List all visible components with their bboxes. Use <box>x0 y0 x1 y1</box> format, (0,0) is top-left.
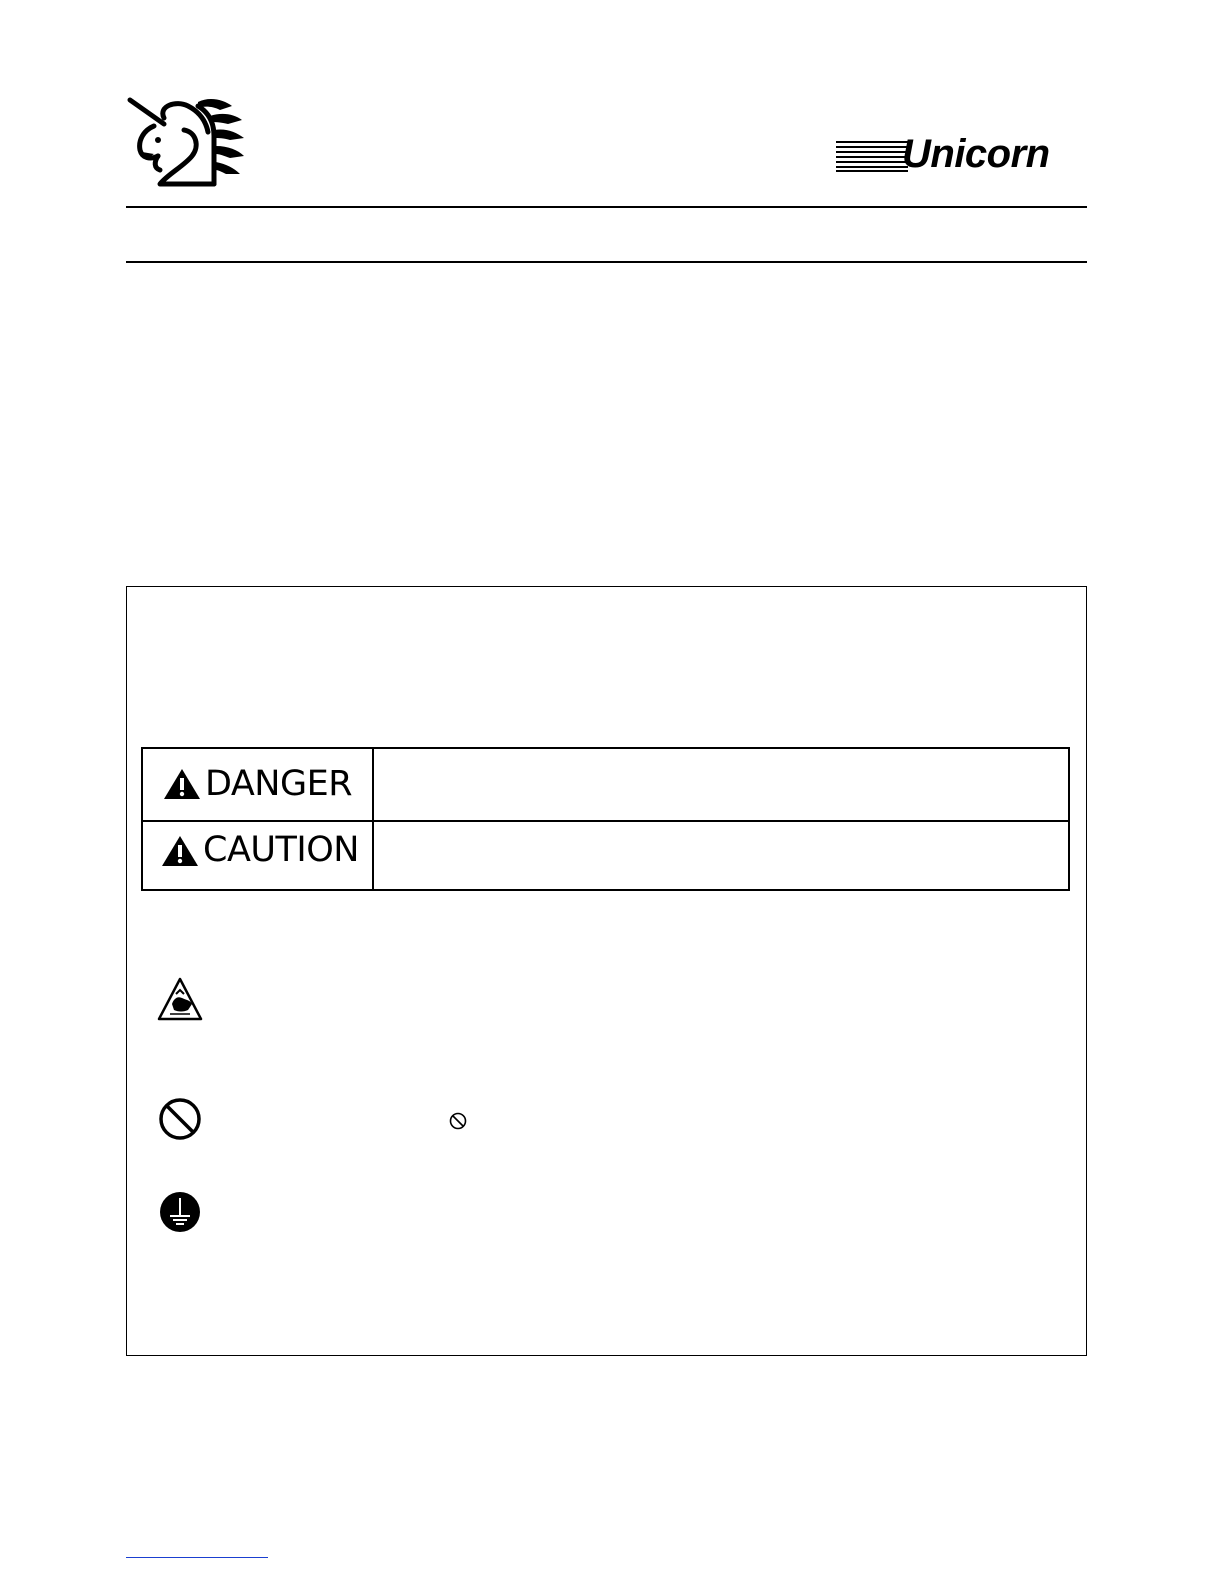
ground-icon <box>158 1190 202 1234</box>
table-row-caution <box>143 822 1068 889</box>
prohibited-small-icon <box>448 1111 468 1131</box>
hand-caution-icon <box>156 976 204 1022</box>
warning-triangle-icon <box>163 768 201 800</box>
danger-label: DANGER <box>205 764 353 804</box>
footer-link-underline[interactable] <box>126 1557 268 1558</box>
prohibited-icon <box>158 1097 202 1141</box>
warning-triangle-icon <box>161 835 199 867</box>
caution-label: CAUTION <box>203 830 359 870</box>
header-divider-top <box>126 206 1087 208</box>
brand-name: Unicorn <box>902 132 1050 176</box>
caution-description <box>374 822 1068 889</box>
unicorn-logo-icon <box>124 96 248 192</box>
caution-label-cell <box>143 822 374 889</box>
speed-lines-icon <box>836 140 908 172</box>
brand-logo <box>836 132 1080 176</box>
header-divider-bottom <box>126 261 1087 263</box>
danger-description <box>374 749 1068 820</box>
hazard-level-table <box>141 747 1070 891</box>
danger-label-cell <box>143 749 374 820</box>
safety-notice-box <box>126 586 1087 1356</box>
table-row-danger <box>143 749 1068 822</box>
